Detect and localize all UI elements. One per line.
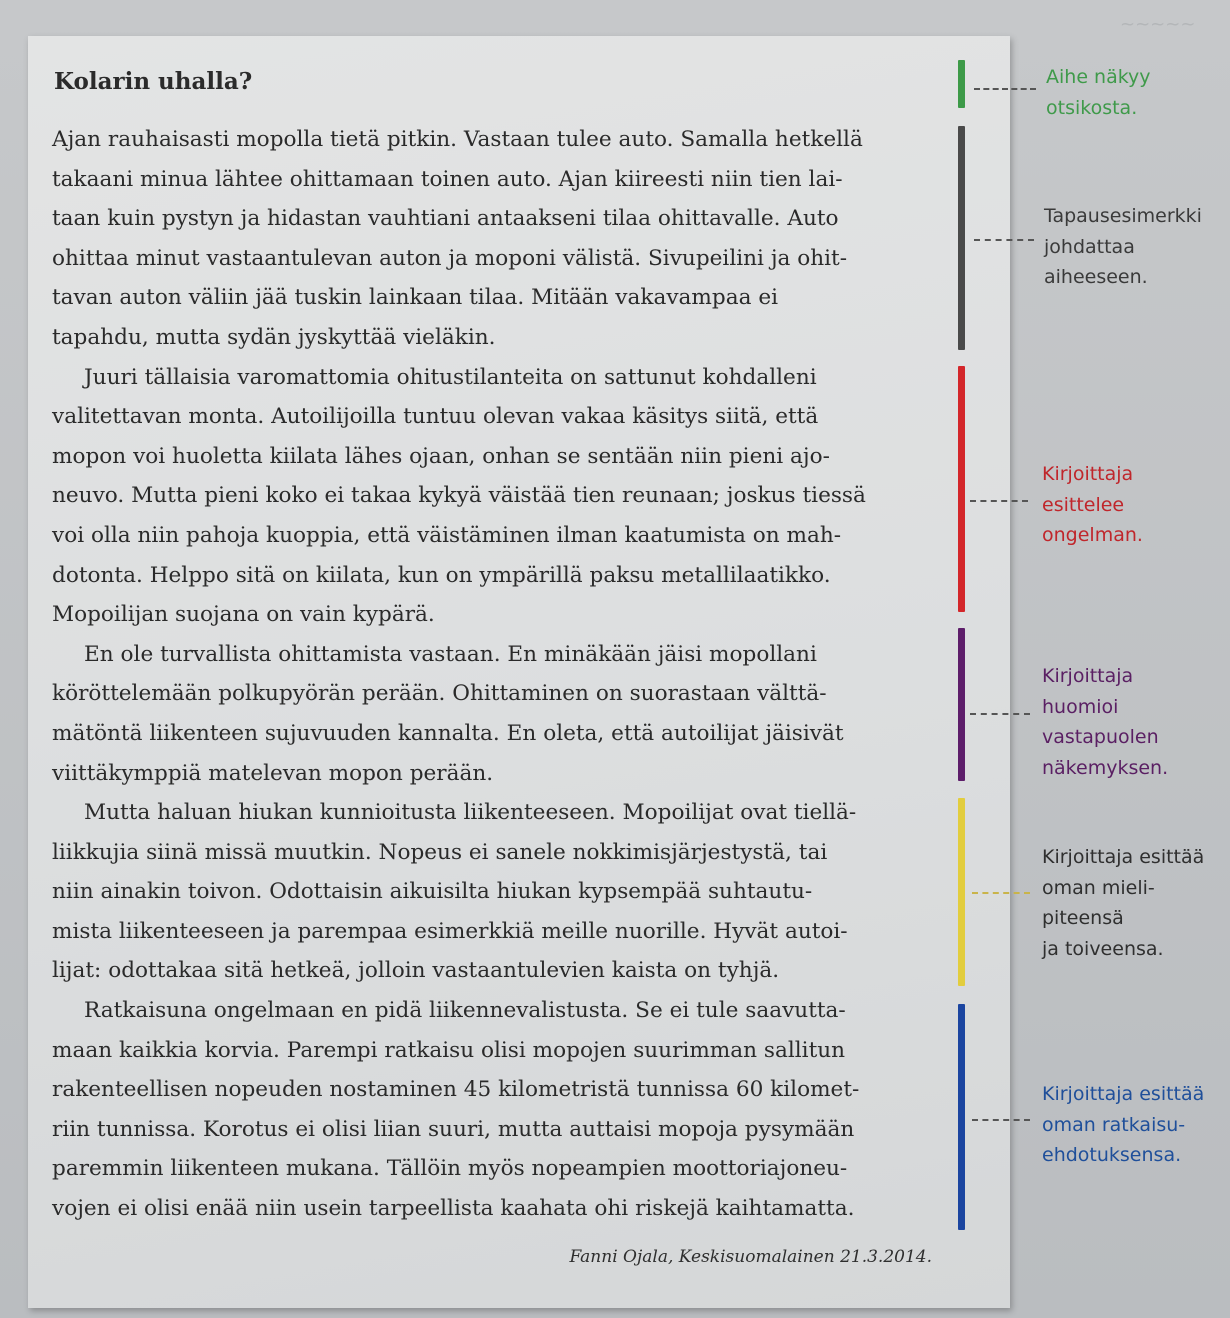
annotation-line: Aihe näkyy [1046, 66, 1151, 88]
annotation-counterview [1042, 661, 1168, 783]
annotation-line: esittelee [1042, 493, 1125, 516]
annotation-line: vastapuolen [1042, 726, 1159, 748]
text-line: paremmin liikenteen mukana. Tällöin myös nopeampien moottoriajoneu- [52, 1156, 848, 1182]
article-body [52, 120, 932, 1229]
section-bar-problem [958, 366, 965, 612]
text-line: rakenteellisen nopeuden nostaminen 45 kilometristä tunnissa 60 kilomet- [52, 1077, 860, 1103]
text-line: riin tunnissa. Korotus ei olisi liian suuri, mutta auttaisi mopoja pysymään [52, 1116, 855, 1142]
text-line: takaani minua lähtee ohittamaan toinen auto. Ajan kiireesti niin tien lai- [52, 166, 843, 192]
annotation-line: ja toiveensa. [1042, 937, 1164, 960]
connector-line [972, 1119, 1030, 1121]
annotation-line: huomioi [1042, 695, 1119, 718]
annotation-line: ehdotuksensa. [1042, 1144, 1182, 1166]
paragraph-4 [52, 793, 932, 991]
annotation-example [1044, 201, 1202, 293]
paragraph-5 [52, 991, 932, 1229]
annotation-line: johdattaa [1044, 235, 1135, 258]
connector-line [974, 239, 1034, 241]
text-line: mätöntä liikenteen sujuvuuden kannalta. En oleta, että autoilijat jäisivät [52, 720, 844, 746]
text-line: liikkujia siinä missä muutkin. Nopeus ei sanele nokkimisjärjestystä, tai [52, 839, 828, 865]
annotation-line: oman mieli- [1042, 876, 1155, 899]
text-line: taan kuin pystyn ja hidastan vauhtiani antaakseni tilaa ohittavalle. Auto [52, 206, 839, 232]
text-line: köröttelemään polkupyörän perään. Ohittaminen on suorastaan välttä- [52, 681, 827, 707]
section-bar-counterview [958, 628, 965, 781]
section-bar-example [958, 126, 965, 350]
annotation-opinion [1042, 842, 1204, 964]
annotation-line: ongelman. [1042, 524, 1143, 546]
connector-line [974, 88, 1036, 90]
text-line: lijat: odottakaa sitä hetkeä, jolloin vastaantulevien kaista on tyhjä. [52, 958, 780, 984]
annotation-line: näkemyksen. [1042, 756, 1169, 779]
text-line: Ajan rauhaisasti mopolla tietä pitkin. Vastaan tulee auto. Samalla hetkellä [52, 127, 863, 152]
section-bar-solution [958, 1004, 965, 1230]
text-line: mopon voi huoletta kiilata lähes ojaan, onhan se sentään niin pieni ajo- [52, 443, 830, 469]
paragraph-2 [52, 358, 932, 635]
section-bar-opinion [958, 798, 965, 986]
annotation-line: Kirjoittaja [1042, 463, 1134, 485]
annotation-solution [1042, 1079, 1204, 1171]
connector-line [970, 713, 1030, 715]
article-title: Kolarin uhalla? [54, 68, 253, 95]
bleed-through-text: ~~~~~ [1120, 14, 1196, 35]
annotation-line: aiheeseen. [1044, 266, 1148, 288]
text-line: Juuri tällaisia varomattomia ohitustilanteita on sattunut kohdalleni [84, 364, 817, 390]
annotation-line: Kirjoittaja [1042, 665, 1134, 687]
annotation-line: oman ratkaisu- [1042, 1113, 1186, 1136]
text-line: valitettavan monta. Autoilijoilla tuntuu olevan vakaa käsitys siitä, että [52, 404, 819, 430]
annotation-line: Kirjoittaja esittää [1042, 846, 1205, 868]
text-line: ohittaa minut vastaantulevan auton ja moponi välistä. Sivupeilini ja ohit- [52, 245, 848, 271]
section-bar-topic [958, 60, 965, 108]
annotation-line: Kirjoittaja esittää [1042, 1083, 1205, 1105]
text-line: Ratkaisuna ongelmaan en pidä liikennevalistusta. Se ei tule saavutta- [84, 998, 846, 1024]
connector-line [972, 892, 1030, 894]
text-line: maan kaikkia korvia. Parempi ratkaisu olisi mopojen suurimman sallitun [52, 1037, 846, 1063]
text-line: En ole turvallista ohittamista vastaan. En minäkään jäisi mopollani [84, 641, 817, 667]
paragraph-1 [52, 120, 932, 358]
annotation-topic [1046, 62, 1151, 123]
connector-line [970, 500, 1028, 502]
text-line: Mutta haluan hiukan kunnioitusta liikenteeseen. Mopoilijat ovat tiellä- [84, 800, 857, 826]
text-line: tapahdu, mutta sydän jyskyttää vieläkin. [52, 324, 496, 350]
text-line: voi olla niin pahoja kuoppia, että väistäminen ilman kaatumista on mah- [52, 522, 842, 548]
paragraph-3 [52, 635, 932, 793]
annotation-line: otsikosta. [1046, 96, 1138, 119]
text-line: Mopoilijan suojana on vain kypärä. [52, 602, 435, 628]
text-line: dotonta. Helppo sitä on kiilata, kun on ympärillä paksu metallilaatikko. [52, 562, 831, 588]
text-line: mista liikenteeseen ja parempaa esimerkkiä meille nuorille. Hyvät autoi- [52, 918, 848, 944]
annotation-line: Tapausesimerkki [1044, 205, 1202, 227]
text-line: vojen ei olisi enää niin usein tarpeellista kaahata ohi riskejä kaihtamatta. [52, 1196, 855, 1222]
text-line: viittäkymppiä matelevan mopon perään. [52, 760, 494, 786]
text-line: neuvo. Mutta pieni koko ei takaa kykyä väistää tien reunaan; joskus tiessä [52, 483, 866, 509]
annotation-problem [1042, 459, 1143, 551]
text-line: niin ainakin toivon. Odottaisin aikuisilta hiukan kypsempää suhtautu- [52, 879, 813, 905]
text-line: tavan auton väliin jää tuskin lainkaan tilaa. Mitään vakavampaa ei [52, 285, 779, 311]
annotation-line: piteensä [1042, 907, 1124, 929]
article-byline: Fanni Ojala, Keskisuomalainen 21.3.2014. [569, 1247, 932, 1267]
